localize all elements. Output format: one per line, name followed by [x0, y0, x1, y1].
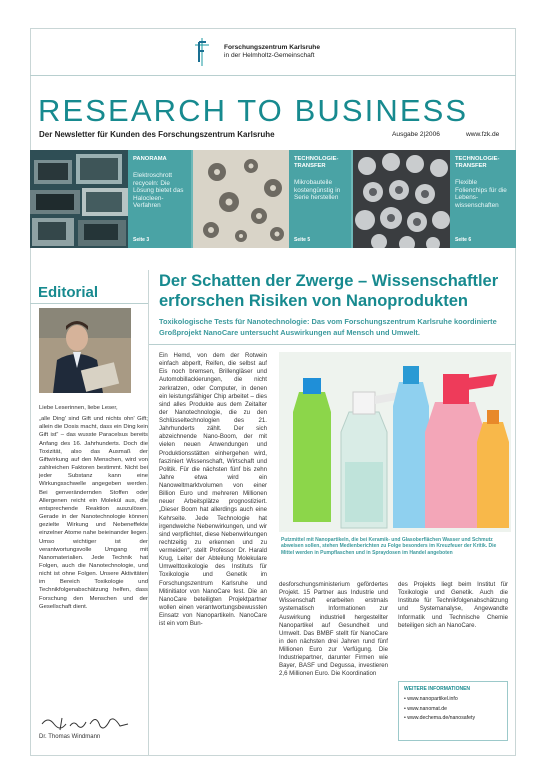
teaser-image-micro-gears [193, 150, 289, 248]
info-link-2[interactable]: • www.nanomat.de [404, 705, 448, 712]
teaser-3-page: Seite 6 [455, 237, 472, 243]
article-headline: Der Schatten der Zwerge – Wissenschaftler erforschen Risiken von Nanoprodukten [159, 272, 499, 310]
org-line-1: Forschungszentrum Karlsruhe [224, 44, 320, 51]
article-column-2: desforschungsministerium gefördertes Projekt. 15 Partner aus Industrie und Wissenschaft erarbeiten erstmals systematisch Informationen zur Auswirkung industriell hergestellter Nanopartikel auf Gesundheit und Umwelt. Das BMBF stellt für NanoCare in den nächsten drei Jahren rund fünf Millionen Euro zur Verfügung. Die Industriepartner, darunter Firmen wie Bayer, BASF und Degussa, investieren 2,6 Millionen Euro. Die Koordination [279, 581, 388, 678]
teaser-3-category: TECHNOLOGIE-TRANSFER [455, 156, 500, 169]
teaser-image-chip-wafer [353, 150, 450, 248]
editorial-paragraph: „alle Ding' sind Gift und nichts ohn' Gift; allein die Dosis macht, dass ein Ding kein Gift ist“ – das wusste Paracelsus bereits Anfang des 16. Jahrhunderts. Doch die Toxizität, also das Ausmaß der Giftwirkung auf den Menschen, wird von zahlreichen Faktoren bestimmt. Nicht bei jeder Substanz kann eine Wirkungsschwelle angegeben werden. Bei genverändernden Stoffen oder Allergenen reicht ein Molekül aus, die entsprechende Reaktion auszulösen. Gerade in der Nanotechnologie können gezielte Wirkung und Nebeneffekte einzelner Atome nahe beieinander liegen. Umso wichtiger ist der verantwortungsvolle Umgang mit Nanomaterialien. Jede Technik hat Folgen, auch die Nanotechnologie, und nicht ist ohne Folgen. Unsere Aktivitäten im Bereich Toxikologie und Technikfolgenabschätzung helfen, dass Forschung den Menschen und der Gesellschaft dient. [39, 416, 148, 610]
teaser-3-text: Flexible Folienchips für die Lebens-wissenschaften [455, 179, 507, 209]
teaser-2[interactable] [289, 150, 351, 248]
article-column-3: des Projekts liegt beim Institut für Toxikologie und Genetik. Auch die Institute für Technikfolgenabschätzung und Systemanalyse, Angewandte Informatik und Technische Chemie beteiligen sich an NanoCare. [398, 581, 508, 629]
info-link-3-text: www.dechema.de/nanosafety [407, 715, 476, 721]
teaser-1-page: Seite 3 [133, 237, 150, 243]
fzk-logo-icon [193, 36, 211, 68]
teaser-2-text: Mikrobauteile kostengünstig in Serie herstellen [294, 179, 341, 202]
article-lead: Toxikologische Tests für Nanotechnologie: Das vom Forschungszentrum Karlsruhe koordinierte Großprojekt NanoCare untersucht Auswirkungen auf Mensch und Umwelt. [159, 317, 497, 337]
info-link-3[interactable]: • www.dechema.de/nanosafety [404, 715, 476, 721]
org-name [224, 44, 320, 60]
newsletter-title: RESEARCH TO BUSINESS [38, 93, 469, 128]
teaser-image-electronic-scrap [30, 150, 128, 248]
more-info-heading: WEITERE INFORMATIONEN [404, 686, 471, 692]
author-photo [39, 308, 131, 393]
teaser-2-page: Seite 5 [294, 237, 311, 243]
info-link-2-text: www.nanomat.de [407, 705, 448, 712]
signature-image [40, 712, 130, 734]
cleaning-products-photo [279, 352, 511, 532]
info-link-1-text: www.nanopartikel.info [407, 696, 458, 702]
teaser-1-category: PANORAMA [133, 156, 167, 162]
website-link[interactable]: www.fzk.de [466, 131, 500, 138]
photo-caption: Putzmittel mit Nanopartikeln, die bei Keramik- und Glasoberflächen Wasser und Schmutz abweisen sollen, stehen Medienberichten zu Folge besonders im Kreuzfeuer der Kritik. Die Mittel werden in Pumpflaschen und in Spraydosen im Handel angeboten [281, 537, 497, 556]
teaser-3[interactable] [450, 150, 516, 248]
article-column-1: Ein Hemd, von dem der Rotwein einfach abperlt, Reifen, die selbst auf Eis noch bremsen, Brillengläser und Automobillackierungen, die nicht zerkratzen, oder Computer, in denen ein leistungsfähiger Chip arbeitet – dies sind alles Produkte aus dem Zeitalter der Nanotechnologie, die zu den Schlüsseltechnologien des 21. Jahrhunderts zählt. Der sich abzeichnende Nano-Boom, der mit vielen neuen Anwendungen und Produktionsstätten einhergehen wird, fasziniert Wissenschaft, Wirtschaft und Politik. Für die nächsten fünf bis zehn Jahre etwa wird ein Nanoweltmarktvolumen von einer Billion Euro und mehreren Millionen neuer Arbeitsplätze prognostiziert. „Dieser Boom hat allerdings auch eine Kehrseite. Jede Technologie hat irgendwelche Nebenwirkungen, und wir sind verpflichtet, diese Nebenwirkungen rechtzeitig zu erkennen und zu vermeiden“, stellt Professor Dr. Harald Krug, Leiter der Abteilung Molekulare Umwelttoxikologie des Instituts für Toxikologie und Genetik im Forschungszentrum Karlsruhe und Mitinitiator von NanoCare fest. Die an NanoCare beteiligten Projektpartner wollen einen verantwortungsbewussten Einsatz von Nanopartikeln. NanoCare ist ein vom Bun- [159, 352, 267, 628]
editorial-divider [30, 303, 148, 304]
info-link-1[interactable]: • www.nanopartikel.info [404, 696, 458, 702]
teaser-1-text: Elektroschrott recyceln: Die Lösung bietet das Halocleen-Verfahren [133, 172, 184, 210]
editorial-text [39, 404, 148, 614]
newsletter-subtitle: Der Newsletter für Kunden des Forschungszentrum Karlsruhe [39, 130, 275, 139]
org-line-2: in der Helmholtz-Gemeinschaft [224, 52, 315, 59]
more-info-box [398, 681, 508, 741]
header-divider [30, 75, 516, 76]
column-divider [148, 270, 149, 756]
editorial-heading: Editorial [38, 284, 99, 301]
teaser-2-category: TECHNOLOGIE-TRANSFER [294, 156, 339, 169]
teaser-1[interactable] [128, 150, 191, 248]
issue-number: Ausgabe 2|2006 [392, 131, 440, 138]
editorial-salutation: Liebe Leserinnen, liebe Leser, [39, 405, 118, 411]
lead-divider [149, 344, 516, 345]
editorial-author: Dr. Thomas Windmann [39, 734, 101, 740]
teaser-strip [30, 150, 516, 248]
